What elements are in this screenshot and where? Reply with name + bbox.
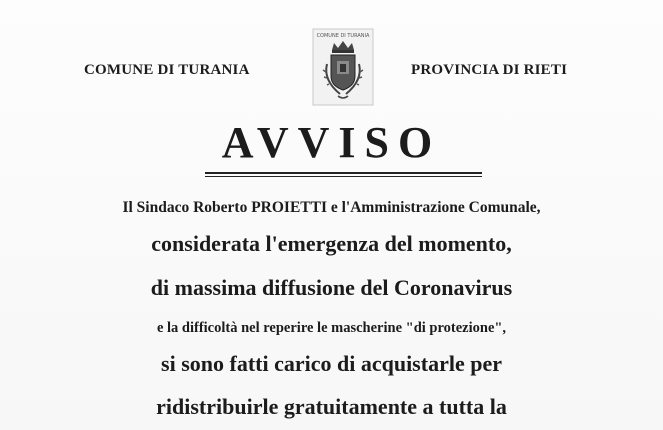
body-line-2: considerata l'emergenza del momento,	[151, 231, 512, 256]
seal-caption: COMUNE DI TURANIA	[316, 33, 370, 39]
municipality-name: COMUNE DI TURANIA	[84, 62, 250, 78]
body-line-5: si sono fatti carico di acquistarle per	[161, 351, 502, 376]
body-line-1: Il Sindaco Roberto PROIETTI e l'Amministrazione Comunale,	[122, 199, 541, 216]
title-underline	[205, 172, 482, 174]
title-underline-thin	[205, 176, 482, 177]
body-line-4: e la difficoltà nel reperire le mascherine "di protezione",	[156, 320, 507, 336]
body-line-6: ridistribuirle gratuitamente a tutta la	[156, 394, 507, 419]
province-name: PROVINCIA DI RIETI	[411, 62, 568, 78]
notice-title: AVVISO	[221, 118, 442, 167]
coat-of-arms-seal	[312, 28, 374, 106]
body-line-3: di massima diffusione del Coronavirus	[150, 275, 513, 300]
